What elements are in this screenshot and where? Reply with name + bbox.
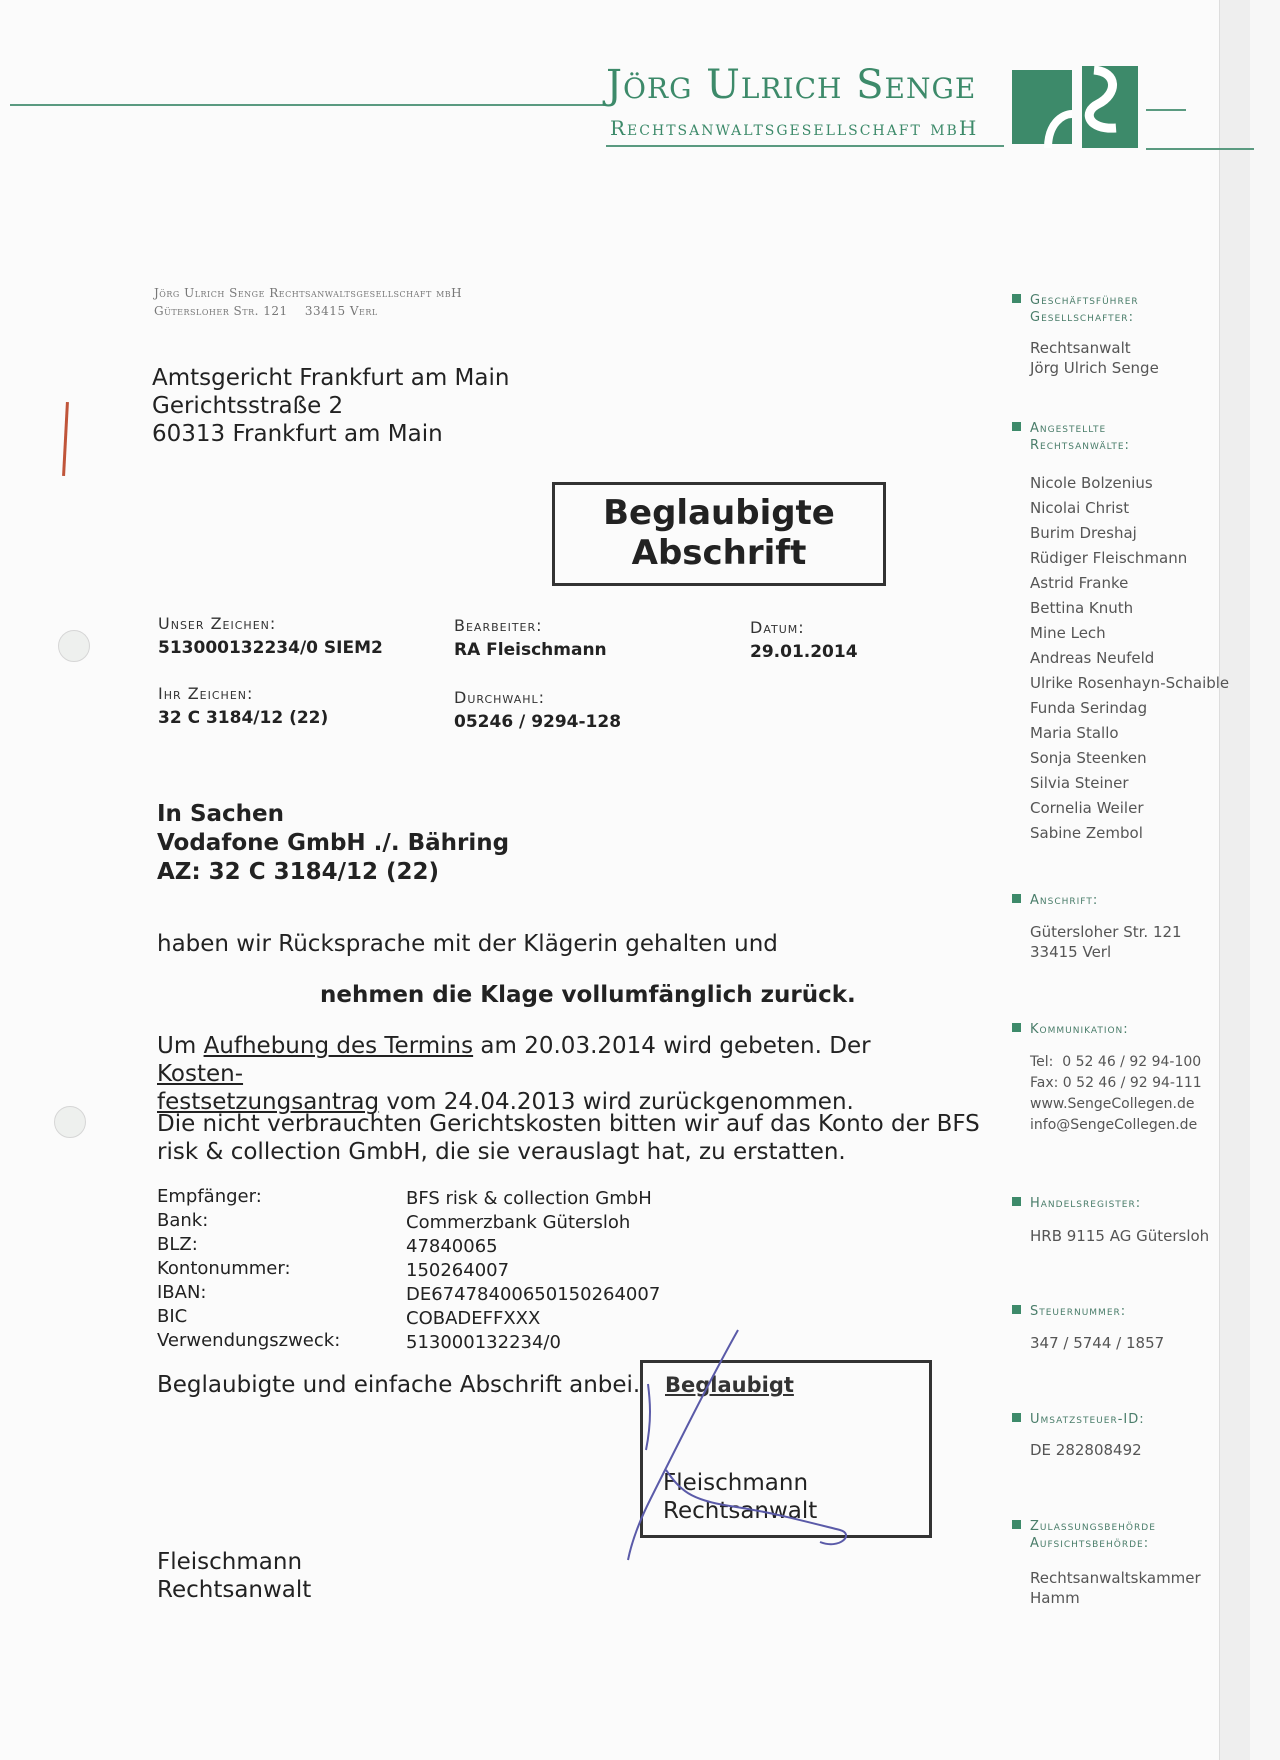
recipient-line-2: Gerichtsstraße 2 bbox=[152, 393, 344, 419]
address-line-2: 33415 Verl bbox=[1030, 943, 1112, 961]
handler-value: RA Fleischmann bbox=[454, 640, 607, 660]
body-paragraph-4 bbox=[157, 1110, 980, 1166]
body-paragraph-3 bbox=[157, 1032, 957, 1116]
sidebar-bullet-icon bbox=[1012, 894, 1021, 903]
bank-label-bank: Bank: bbox=[157, 1210, 209, 1231]
fax-number: Fax: 0 52 46 / 92 94-111 bbox=[1030, 1075, 1202, 1091]
lawyer-name: Sonja Steenken bbox=[1030, 749, 1147, 767]
firm-subtitle: Rechtsanwaltsgesellschaft mbH bbox=[610, 116, 979, 140]
signature-name: Fleischmann bbox=[157, 1549, 303, 1575]
sender-line-1: Jörg Ulrich Senge Rechtsanwaltsgesellschaft mbH bbox=[154, 286, 463, 300]
header-rule-under-firm bbox=[606, 145, 1004, 147]
p4-line-2: risk & collection GmbH, die sie verauslagt hat, zu erstatten. bbox=[157, 1139, 846, 1165]
bank-value-account: 150264007 bbox=[406, 1260, 510, 1281]
lawyer-name: Andreas Neufeld bbox=[1030, 649, 1155, 667]
p3-underlined-kosten: Kosten- bbox=[157, 1061, 244, 1087]
bank-label-recipient: Empfänger: bbox=[157, 1186, 262, 1207]
date-label: Datum: bbox=[750, 618, 805, 637]
sidebar-head-authority bbox=[1030, 1518, 1156, 1552]
handler-label: Bearbeiter: bbox=[454, 616, 543, 635]
bank-value-purpose: 513000132234/0 bbox=[406, 1332, 561, 1353]
scan-edge bbox=[1219, 0, 1250, 1760]
sidebar-managing-director bbox=[1030, 338, 1159, 378]
lawyer-name: Mine Lech bbox=[1030, 624, 1106, 642]
enclosure-note: Beglaubigte und einfache Abschrift anbei. bbox=[157, 1372, 641, 1398]
lawyer-name: Funda Serindag bbox=[1030, 699, 1148, 717]
sidebar-head-address: Anschrift: bbox=[1030, 893, 1099, 908]
recipient-line-3: 60313 Frankfurt am Main bbox=[152, 421, 443, 447]
our-reference-label: Unser Zeichen: bbox=[158, 614, 277, 633]
sidebar-bullet-icon bbox=[1012, 422, 1021, 431]
your-reference-value: 32 C 3184/12 (22) bbox=[158, 708, 329, 728]
sidebar-communication bbox=[1030, 1052, 1202, 1136]
authority-head-1: Zulassungsbehörde bbox=[1030, 1519, 1156, 1534]
header-rule-left bbox=[10, 104, 606, 106]
sidebar-bullet-icon bbox=[1012, 1305, 1021, 1314]
p4-line-1: Die nicht verbrauchten Gerichtskosten bitten wir auf das Konto der BFS bbox=[157, 1111, 980, 1137]
bank-value-bic: COBADEFFXXX bbox=[406, 1308, 541, 1329]
sidebar-bullet-icon bbox=[1012, 1197, 1021, 1206]
certified-copy-stamp bbox=[552, 482, 886, 586]
sidebar-head-vat-id: Umsatzsteuer-ID: bbox=[1030, 1412, 1145, 1427]
authority-line-2: Hamm bbox=[1030, 1589, 1080, 1607]
lawyer-name: Nicolai Christ bbox=[1030, 499, 1130, 517]
stamp-line-2: Abschrift bbox=[631, 533, 807, 573]
bank-label-account: Kontonummer: bbox=[157, 1258, 291, 1279]
bank-label-bic: BIC bbox=[157, 1306, 188, 1327]
lawyer-name: Burim Dreshaj bbox=[1030, 524, 1137, 542]
gf-head-1: Geschäftsführer bbox=[1030, 293, 1139, 308]
p3-text-a: Um bbox=[157, 1033, 204, 1059]
direct-dial-label: Durchwahl: bbox=[454, 688, 546, 707]
sidebar-head-managing bbox=[1030, 292, 1139, 326]
date-value: 29.01.2014 bbox=[750, 642, 858, 662]
cert-name: Fleischmann bbox=[663, 1470, 809, 1496]
body-paragraph-1: haben wir Rücksprache mit der Klägerin gehalten und bbox=[157, 931, 778, 957]
sidebar-head-register: Handelsregister: bbox=[1030, 1196, 1142, 1211]
bank-value-blz: 47840065 bbox=[406, 1236, 498, 1257]
sidebar-address bbox=[1030, 922, 1182, 962]
website-link[interactable]: www.SengeCollegen.de bbox=[1030, 1096, 1195, 1112]
recipient-address bbox=[152, 364, 509, 448]
lawyer-name: Ulrike Rosenhayn-Schaible bbox=[1030, 674, 1230, 692]
authority-line-1: Rechtsanwaltskammer bbox=[1030, 1569, 1201, 1587]
sidebar-head-lawyers bbox=[1030, 420, 1130, 454]
sidebar-bullet-icon bbox=[1012, 1023, 1021, 1032]
bank-label-iban: IBAN: bbox=[157, 1282, 207, 1303]
subject-line-3: AZ: 32 C 3184/12 (22) bbox=[157, 859, 440, 885]
sender-line-2: Gütersloher Str. 121 33415 Verl bbox=[154, 304, 378, 318]
header-rule-right bbox=[1146, 148, 1254, 150]
gf-line-1: Rechtsanwalt bbox=[1030, 339, 1131, 357]
stamp-line-1: Beglaubigte bbox=[603, 493, 835, 533]
header-rule-right-top bbox=[1146, 109, 1186, 111]
address-line-1: Gütersloher Str. 121 bbox=[1030, 923, 1182, 941]
gf-head-2: Gesellschafter: bbox=[1030, 310, 1134, 325]
lawyer-name: Bettina Knuth bbox=[1030, 599, 1134, 617]
certification-title: Beglaubigt bbox=[665, 1373, 794, 1397]
sidebar-bullet-icon bbox=[1012, 294, 1021, 303]
p3-text-c: vom 24.04.2013 wird zurückgenommen. bbox=[379, 1089, 854, 1115]
cert-role: Rechtsanwalt bbox=[663, 1498, 818, 1524]
lawyer-name: Astrid Franke bbox=[1030, 574, 1129, 592]
subject-line-2: Vodafone GmbH ./. Bähring bbox=[157, 830, 510, 856]
sidebar-bullet-icon bbox=[1012, 1413, 1021, 1422]
sidebar-lawyer-list bbox=[1030, 473, 1229, 848]
direct-dial-value: 05246 / 9294-128 bbox=[454, 712, 622, 732]
lawyer-name: Sabine Zembol bbox=[1030, 824, 1143, 842]
bank-value-bank: Commerzbank Gütersloh bbox=[406, 1212, 631, 1233]
lawyer-name: Nicole Bolzenius bbox=[1030, 474, 1153, 492]
sidebar-tax-number: 347 / 5744 / 1857 bbox=[1030, 1334, 1165, 1352]
p3-text-b: am 20.03.2014 wird gebeten. Der bbox=[473, 1033, 871, 1059]
punch-hole-bottom bbox=[54, 1106, 86, 1138]
p3-underlined-termin: Aufhebung des Termins bbox=[203, 1033, 474, 1059]
your-reference-label: Ihr Zeichen: bbox=[158, 684, 254, 703]
sidebar-head-tax-number: Steuernummer: bbox=[1030, 1304, 1127, 1319]
subject-line-1: In Sachen bbox=[157, 801, 285, 827]
bank-label-blz: BLZ: bbox=[157, 1234, 198, 1255]
phone-number: Tel: 0 52 46 / 92 94-100 bbox=[1030, 1054, 1202, 1070]
punch-hole-top bbox=[58, 630, 90, 662]
bank-label-purpose: Verwendungszweck: bbox=[157, 1330, 341, 1351]
sidebar-register: HRB 9115 AG Gütersloh bbox=[1030, 1227, 1210, 1245]
case-subject bbox=[157, 800, 509, 887]
sidebar-bullet-icon bbox=[1012, 1520, 1021, 1529]
recipient-line-1: Amtsgericht Frankfurt am Main bbox=[152, 365, 510, 391]
red-pen-mark bbox=[62, 402, 69, 476]
firm-name: Jörg Ulrich Senge bbox=[606, 62, 977, 108]
ang-head-2: Rechtsanwälte: bbox=[1030, 438, 1130, 453]
authority-head-2: Aufsichtsbehörde: bbox=[1030, 1536, 1150, 1551]
bank-value-recipient: BFS risk & collection GmbH bbox=[406, 1188, 652, 1209]
lawyer-name: Rüdiger Fleischmann bbox=[1030, 549, 1188, 567]
firm-logo-icon bbox=[1012, 66, 1138, 148]
handwritten-signature-icon bbox=[570, 1320, 870, 1580]
lawyer-name: Cornelia Weiler bbox=[1030, 799, 1144, 817]
email-link[interactable]: info@SengeCollegen.de bbox=[1030, 1117, 1198, 1133]
sidebar-vat-id: DE 282808492 bbox=[1030, 1441, 1142, 1459]
gf-line-2: Jörg Ulrich Senge bbox=[1030, 359, 1159, 377]
lawyer-name: Maria Stallo bbox=[1030, 724, 1119, 742]
signature-block bbox=[157, 1548, 311, 1604]
ang-head-1: Angestellte bbox=[1030, 421, 1107, 436]
body-withdrawal-statement: nehmen die Klage vollumfänglich zurück. bbox=[320, 982, 856, 1008]
bank-value-iban: DE67478400650150264007 bbox=[406, 1284, 661, 1305]
our-reference-value: 513000132234/0 SIEM2 bbox=[158, 638, 383, 658]
lawyer-name: Silvia Steiner bbox=[1030, 774, 1129, 792]
sidebar-head-communication: Kommunikation: bbox=[1030, 1022, 1129, 1037]
signature-role: Rechtsanwalt bbox=[157, 1577, 312, 1603]
sidebar-authority bbox=[1030, 1568, 1201, 1608]
p3-underlined-antrag: festsetzungsantrag bbox=[157, 1089, 380, 1115]
